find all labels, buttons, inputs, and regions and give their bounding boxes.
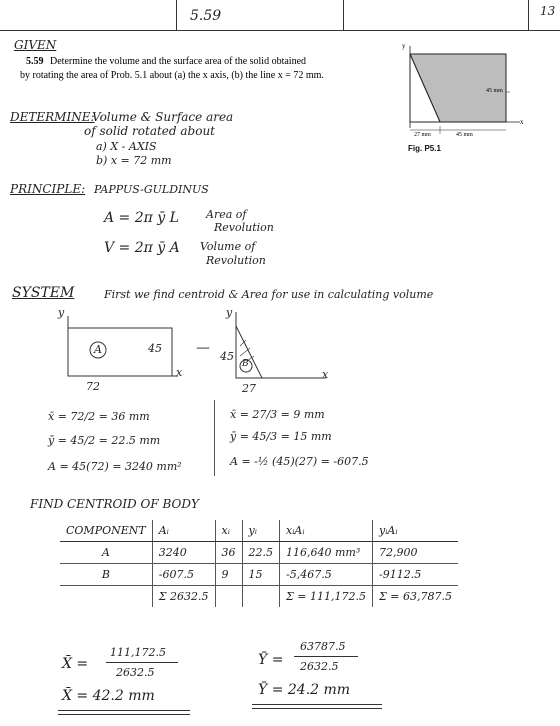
determine-line1: Volume & Surface area <box>92 110 234 124</box>
b-y-label: y <box>226 306 233 319</box>
cell-sum-xa: Σ = 111,172.5 <box>280 586 373 608</box>
volume-note-2: Revolution <box>206 254 266 267</box>
fig-dim-height: 45 mm <box>486 88 503 94</box>
volume-equation: V = 2π ȳ A <box>104 240 180 256</box>
given-text-line1: Determine the volume and the surface area of the solid obtained <box>50 56 307 67</box>
cell-sum-blank <box>60 586 152 608</box>
xbar-denominator: 2632.5 <box>116 666 155 679</box>
cell-x: 9 <box>215 564 242 586</box>
fig-y-label: y <box>402 42 406 50</box>
b-region-label: B <box>242 359 249 369</box>
determine-case-a: a) X - AXIS <box>96 140 157 153</box>
component-a-sketch <box>48 306 188 396</box>
ybar-result: Ȳ = 24.2 mm <box>258 682 351 698</box>
cell-component: B <box>60 564 152 586</box>
component-b-sketch <box>216 306 346 396</box>
cell-component: A <box>60 542 152 564</box>
problem-number: 5.59 <box>26 56 44 67</box>
cell-area: 3240 <box>152 542 215 564</box>
cell-area: -607.5 <box>152 564 215 586</box>
ybar-underline-2 <box>252 708 382 709</box>
table-sum-row <box>60 586 458 608</box>
ybar-numerator: 63787.5 <box>300 640 346 653</box>
cell-y: 15 <box>242 564 280 586</box>
a-height-label: 45 <box>148 342 162 355</box>
given-label: GIVEN <box>14 38 57 52</box>
xbar-result: X̄ = 42.2 mm <box>62 688 155 704</box>
given-text-line2: by rotating the area of Prob. 5.1 about (a) the x axis, (b) the line x = 72 mm. <box>20 70 324 81</box>
principle-label: PRINCIPLE: <box>10 182 86 196</box>
determine-case-b: b) x = 72 mm <box>96 154 172 167</box>
b-width-label: 27 <box>242 382 256 395</box>
calc-divider <box>214 400 215 476</box>
col-header-area: Aᵢ <box>152 520 215 542</box>
cell-sum-area: Σ 2632.5 <box>152 586 215 608</box>
a-y-label: y <box>58 306 65 319</box>
ybar-denominator: 2632.5 <box>300 660 339 673</box>
volume-note-1: Volume of <box>200 240 256 253</box>
col-header-xa: xᵢAᵢ <box>280 520 373 542</box>
figure-p5-1 <box>398 42 533 158</box>
a-area-calc: A = 45(72) = 3240 mm² <box>48 460 182 473</box>
header-bottom-rule <box>0 30 560 31</box>
xbar-fraction-bar <box>106 662 178 663</box>
b-ybar-calc: ȳ = 45/3 = 15 mm <box>230 430 332 443</box>
table-row <box>60 542 458 564</box>
principle-name: PAPPUS-GULDINUS <box>94 183 209 196</box>
col-header-component: COMPONENT <box>60 520 152 542</box>
b-xbar-calc: x̄ = 27/3 = 9 mm <box>230 408 325 421</box>
figure-p5-1-drawing <box>398 42 533 158</box>
cell-sum-blank-y <box>242 586 280 608</box>
xbar-underline-2 <box>58 714 190 715</box>
cell-ya: -9112.5 <box>372 564 457 586</box>
a-x-label: x <box>176 366 183 379</box>
cell-sum-ya: Σ = 63,787.5 <box>372 586 457 608</box>
fig-caption: Fig. P5.1 <box>408 144 441 153</box>
area-equation: A = 2π ȳ L <box>104 210 179 226</box>
ybar-underline-1 <box>252 704 382 705</box>
cell-xa: 116,640 mm³ <box>280 542 373 564</box>
ybar-fraction-bar <box>294 656 358 657</box>
cell-y: 22.5 <box>242 542 280 564</box>
table-row <box>60 564 458 586</box>
component-a-drawing <box>48 306 188 396</box>
xbar-underline-1 <box>58 710 190 711</box>
determine-line2: of solid rotated about <box>84 124 216 138</box>
fig-x-label: x <box>520 118 524 126</box>
table-header-row <box>60 520 458 542</box>
a-ybar-calc: ȳ = 45/2 = 22.5 mm <box>48 434 161 447</box>
header-divider-left <box>176 0 177 30</box>
problem-tag: 5.59 <box>190 8 222 24</box>
system-label: SYSTEM <box>12 285 75 301</box>
header-divider-right <box>528 0 529 30</box>
b-area-calc: A = -½ (45)(27) = -607.5 <box>230 455 369 468</box>
a-region-label: A <box>94 343 102 356</box>
cell-x: 36 <box>215 542 242 564</box>
cell-ya: 72,900 <box>372 542 457 564</box>
col-header-y: yᵢ <box>242 520 280 542</box>
centroid-section-label: FIND CENTROID OF BODY <box>30 497 199 511</box>
cell-sum-blank-x <box>215 586 242 608</box>
a-xbar-calc: x̄ = 72/2 = 36 mm <box>48 410 150 423</box>
area-note-2: Revolution <box>214 221 274 234</box>
minus-sign: — <box>196 340 210 356</box>
centroid-table <box>60 520 458 607</box>
component-b-drawing <box>216 306 346 396</box>
determine-label: DETERMINE: <box>10 110 95 124</box>
b-height-label: 45 <box>220 350 234 363</box>
xbar-numerator: 111,172.5 <box>110 646 166 659</box>
ybar-lhs: Ȳ = <box>258 652 284 668</box>
fig-dim-right: 45 mm <box>456 132 473 138</box>
a-width-label: 72 <box>86 380 100 393</box>
area-note-1: Area of <box>206 208 247 221</box>
xbar-lhs: X̄ = <box>62 656 89 672</box>
col-header-ya: yᵢAᵢ <box>372 520 457 542</box>
system-text: First we find centroid & Area for use in calculating volume <box>104 288 434 301</box>
fig-dim-left: 27 mm <box>414 132 431 138</box>
b-x-label: x <box>322 368 329 381</box>
header-divider-mid <box>343 0 344 30</box>
cell-xa: -5,467.5 <box>280 564 373 586</box>
page-number: 13 <box>540 4 556 18</box>
col-header-x: xᵢ <box>215 520 242 542</box>
